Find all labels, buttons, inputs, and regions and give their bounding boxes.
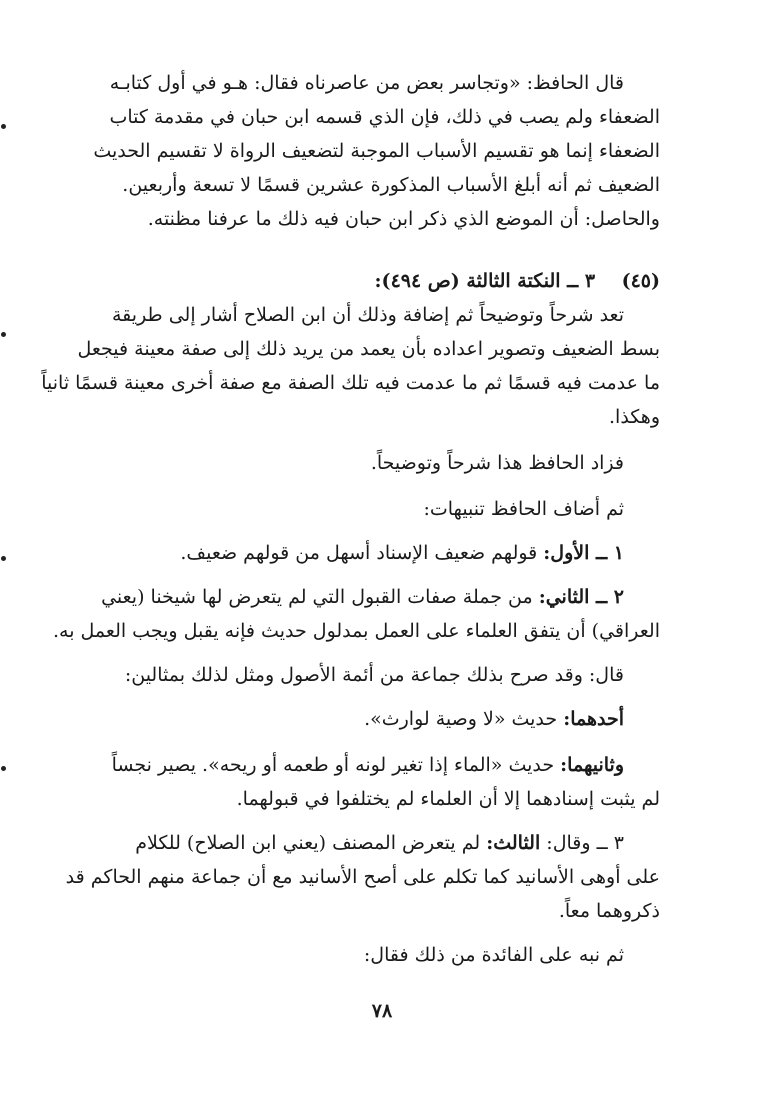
paragraph-note-second [52,580,660,648]
page-number: ٧٨ [371,1000,393,1022]
example-label: وثانيهما: [560,754,624,776]
paragraph-example-one [100,702,660,736]
text-line: على أوهى الأسانيد كما تكلم على أصح الأسانيد مع أن جماعة منهم الحاكم قد [65,866,660,888]
paragraph-addition [100,446,660,480]
note-prefix: ٣ ــ وقال: [540,832,624,854]
text-line [100,748,660,782]
paragraph-notes-intro [100,492,660,526]
text-line: الضعفاء ولم يصب في ذلك، فإن الذي قسمه ابن حبان في مقدمة كتاب [109,106,660,128]
text-line: قال: وقد صرح بذلك جماعة من أئمة الأصول ومثل لذلك بمثالين: [124,664,624,686]
paragraph-quote-hafiz [93,66,660,236]
text-line: الضعفاء إنما هو تقسيم الأسباب الموجبة لتضعيف الرواة لا تقسيم الحديث [93,140,660,162]
text-line: تعد شرحاً وتوضيحاً ثم إضافة وذلك أن ابن الصلاح أشار إلى طريقة [111,304,624,326]
example-label: أحدهما: [563,708,624,730]
text-line: العراقي) أن يتفق العلماء على العمل بمدلول حديث فإنه يقبل ويجب العمل به. [52,620,660,642]
text-line: بسط الضعيف وتصوير اعداده بأن يعمد من يريد ذلك إلى صفة معينة فيجعل [77,338,660,360]
text-line: لم يثبت إسنادهما إلا أن العلماء لم يختلفوا في قبولهما. [236,788,660,810]
note-label: ١ ــ الأول: [543,542,624,564]
text-line: قال الحافظ: «وتجاسر بعض من عاصرناه فقال: هـو في أول كتابـه [109,72,624,94]
scan-edge-mark [1,556,6,561]
text-line [100,702,660,736]
paragraph-explanation [41,298,660,434]
text-line [100,580,660,614]
text-line: فزاد الحافظ هذا شرحاً وتوضيحاً. [370,452,624,474]
scan-edge-mark [1,332,6,337]
note-text: قولهم ضعيف الإسناد أسهل من قولهم ضعيف. [180,542,544,564]
note-text: لم يتعرض المصنف (يعني ابن الصلاح) للكلام [135,832,487,854]
text-line: والحاصل: أن الموضع الذي ذكر ابن حبان فيه ذلك ما عرفنا مظنته. [147,208,660,230]
text-line: ثم أضاف الحافظ تنبيهات: [423,498,624,520]
example-text: حديث «الماء إذا تغير لونه أو طعمه أو ريحه». يصير نجساً [111,754,561,776]
scan-edge-mark [1,766,6,771]
example-text: حديث «لا وصية لوارث». [364,708,564,730]
text-line: الضعيف ثم أنه أبلغ الأسباب المذكورة عشرين قسمًا لا تسعة وأربعين. [122,174,660,196]
paragraph-examples-intro [100,658,660,692]
text-line: ذكروهما معاً. [558,900,660,922]
text-line [100,826,660,860]
note-label: الثالث: [486,832,541,854]
paragraph-note-third [65,826,660,928]
paragraph-benefit [100,938,660,972]
text-line: ما عدمت فيه قسمًا ثم ما عدمت فيه تلك الصفة مع صفة أخرى معينة قسمًا ثانياً [41,372,660,394]
note-label: ٢ ــ الثاني: [538,586,624,608]
heading-line [100,264,660,298]
heading-number: (٤٥) [621,270,660,292]
paragraph-note-first [100,536,660,570]
scan-edge-mark [1,124,6,129]
text-line [100,536,660,570]
text-line: وهكذا. [609,406,660,428]
text-line: ثم نبه على الفائدة من ذلك فقال: [363,944,624,966]
paragraph-example-two [100,748,660,816]
section-heading [100,264,660,298]
heading-title: ٣ ــ النكتة الثالثة (ص ٤٩٤): [374,270,596,292]
note-text: من جملة صفات القبول التي لم يتعرض لها شيخنا (يعني [101,586,539,608]
